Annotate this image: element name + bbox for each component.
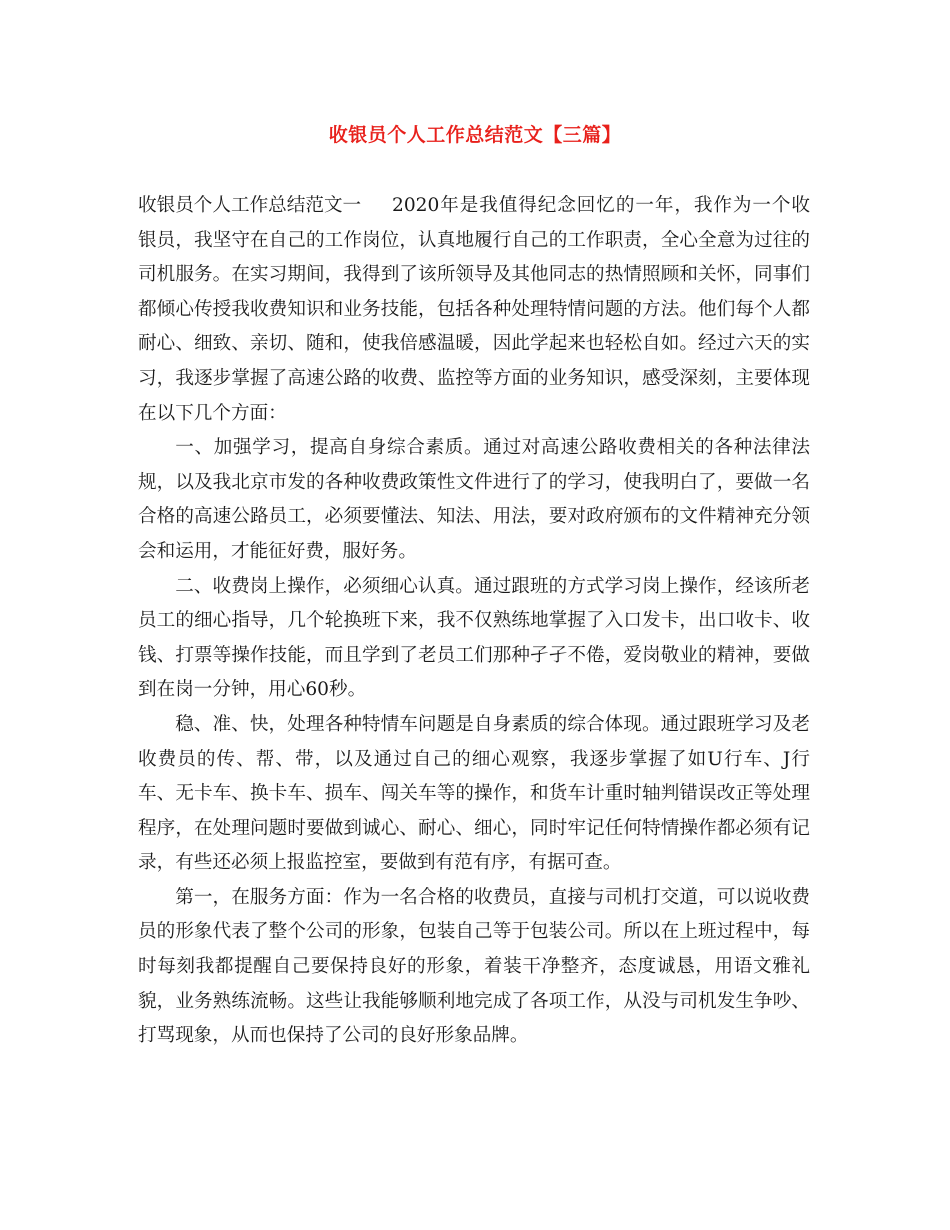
document-body: [138, 189, 810, 1054]
paragraph-intro: [138, 189, 810, 431]
section-label: 收银员个人工作总结范文一: [138, 195, 362, 216]
paragraph-text: 2020年是我值得纪念回忆的一年，我作为一个收银员，我坚守在自己的工作岗位，认真地履行自己的工作职责，全心全意为过往的司机服务。在实习期间，我得到了该所领导及其他同志的热情照顾和关怀，同事们都倾心传授我收费知识和业务技能，包括各种处理特情问题的方法。他们每个人都耐心、细致、亲切、随和，使我倍感温暖，因此学起来也轻松自如。经过六天的实习，我逐步掌握了高速公路的收费、监控等方面的业务知识，感受深刻，主要体现在以下几个方面：: [138, 195, 810, 424]
paragraph: 稳、准、快，处理各种特情车问题是自身素质的综合体现。通过跟班学习及老收费员的传、帮、带，以及通过自己的细心观察，我逐步掌握了如U行车、J行车、无卡车、换卡车、损车、闯关车等的操作，和货车计重时轴判错误改正等处理程序，在处理问题时要做到诚心、耐心、细心，同时牢记任何特情操作都必须有记录，有些还必须上报监控室，要做到有范有序，有据可查。: [138, 713, 810, 874]
paragraph: 一、加强学习，提高自身综合素质。通过对高速公路收费相关的各种法律法规，以及我北京市发的各种收费政策性文件进行了的学习，使我明白了，要做一名合格的高速公路员工，必须要懂法、知法、用法，要对政府颁布的文件精神充分领会和运用，才能征好费，服好务。: [138, 437, 810, 562]
document-title: 收银员个人工作总结范文【三篇】: [328, 124, 622, 146]
paragraph: 第一，在服务方面：作为一名合格的收费员，直接与司机打交道，可以说收费员的形象代表了整个公司的形象，包装自己等于包装公司。所以在上班过程中，每时每刻我都提醒自己要保持良好的形象，着装干净整齐，态度诚恳，用语文雅礼貌，业务熟练流畅。这些让我能够顺利地完成了各项工作，从没与司机发生争吵、打骂现象，从而也保持了公司的良好形象品牌。: [138, 886, 810, 1047]
paragraph: 二、收费岗上操作，必须细心认真。通过跟班的方式学习岗上操作，经该所老员工的细心指导，几个轮换班下来，我不仅熟练地掌握了入口发卡，出口收卡、收钱、打票等操作技能，而且学到了老员工们那种孑孑不倦，爱岗敬业的精神，要做到在岗一分钟，用心60秒。: [138, 575, 810, 701]
